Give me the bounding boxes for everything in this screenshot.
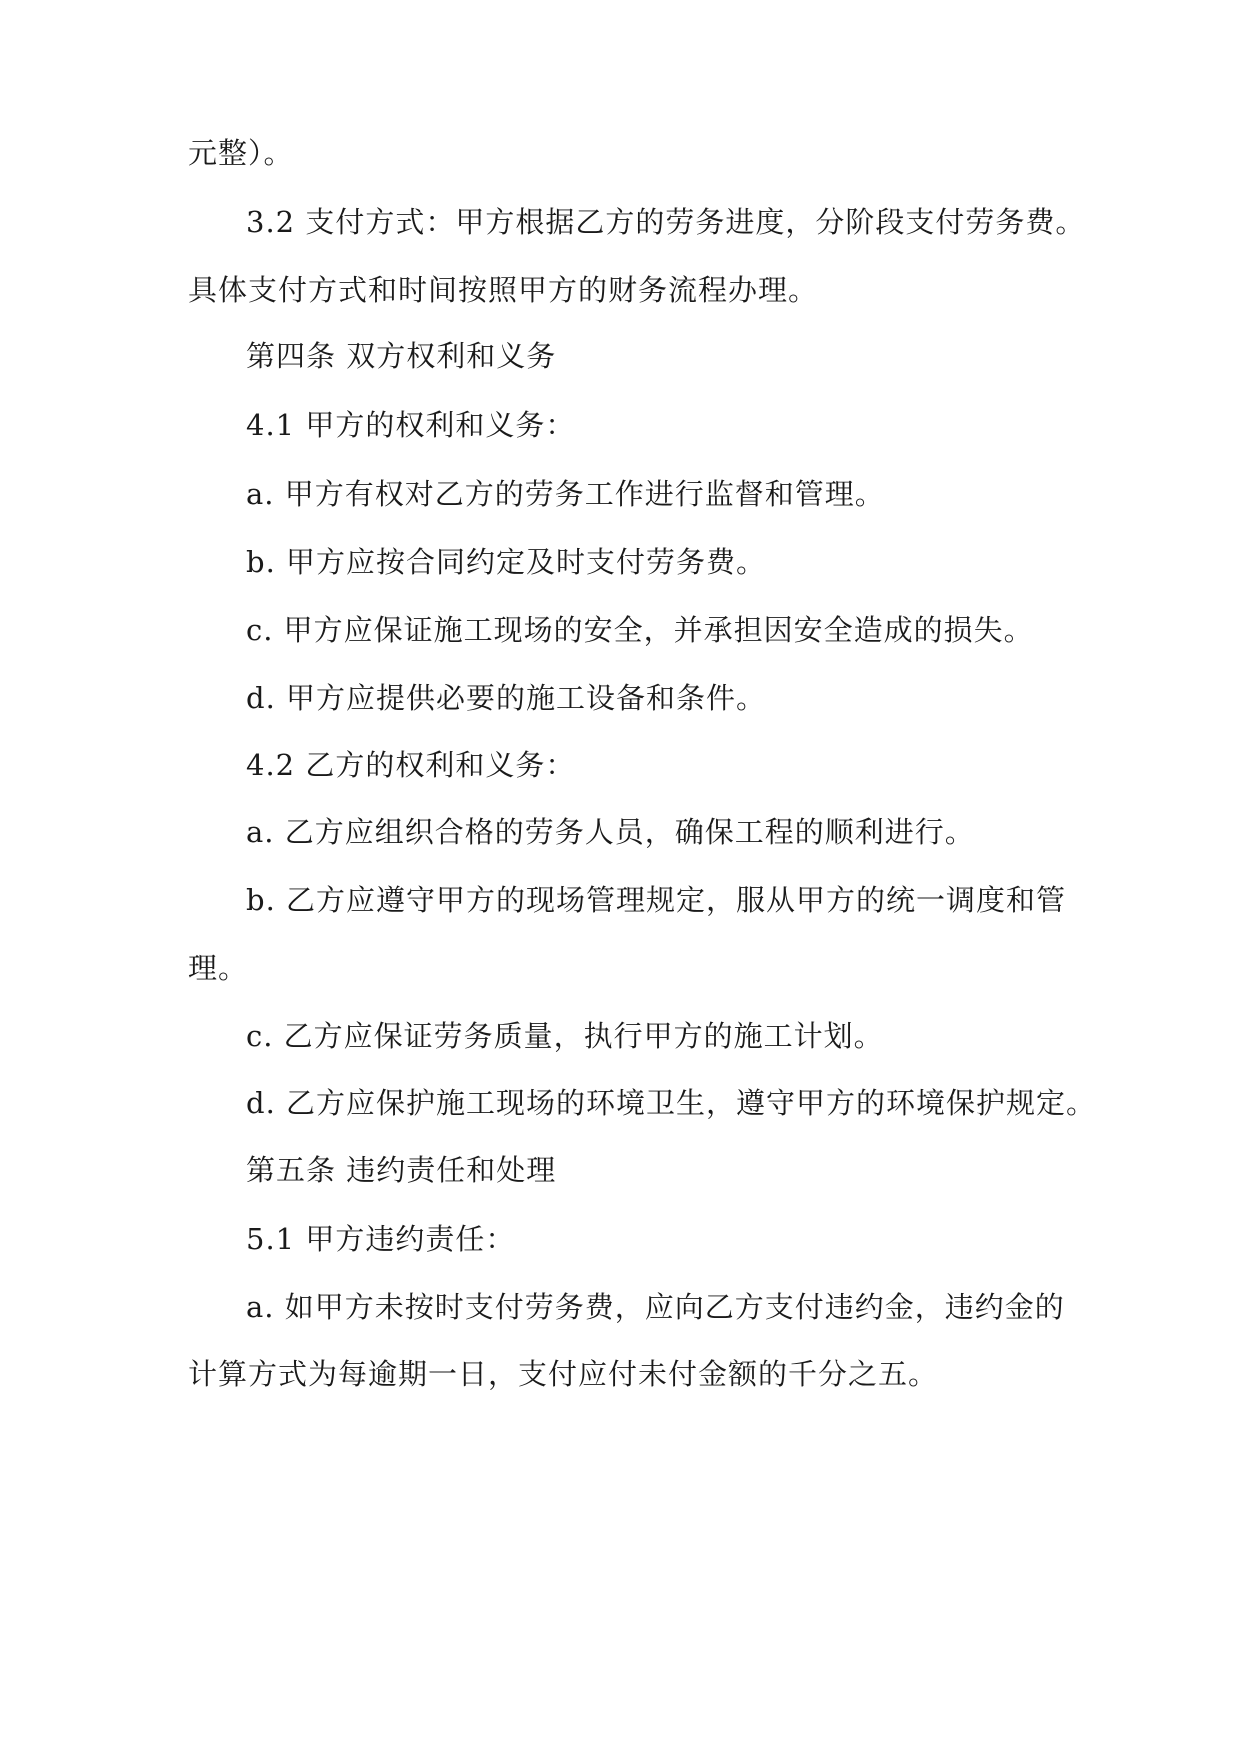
text-line: 具体支付方式和时间按照甲方的财务流程办理。 [188, 273, 819, 307]
subsection-heading: 4.2 乙方的权利和义务： [246, 748, 576, 782]
list-item: a. 甲方有权对乙方的劳务工作进行监督和管理。 [246, 477, 885, 511]
list-item: c. 乙方应保证劳务质量，执行甲方的施工计划。 [246, 1019, 884, 1053]
section-heading: 第四条 双方权利和义务 [246, 339, 557, 373]
text-line: 3.2 支付方式：甲方根据乙方的劳务进度，分阶段支付劳务费。 [246, 205, 1086, 239]
list-item: a. 乙方应组织合格的劳务人员，确保工程的顺利进行。 [246, 815, 975, 849]
list-item: d. 甲方应提供必要的施工设备和条件。 [246, 681, 767, 715]
text-line: 理。 [188, 951, 249, 985]
list-item: b. 乙方应遵守甲方的现场管理规定，服从甲方的统一调度和管 [246, 883, 1067, 917]
subsection-heading: 5.1 甲方违约责任： [246, 1222, 516, 1256]
subsection-heading: 4.1 甲方的权利和义务： [246, 408, 576, 442]
list-item: c. 甲方应保证施工现场的安全，并承担因安全造成的损失。 [246, 613, 1034, 647]
list-item: d. 乙方应保护施工现场的环境卫生，遵守甲方的环境保护规定。 [246, 1086, 1097, 1120]
list-item: a. 如甲方未按时支付劳务费，应向乙方支付违约金，违约金的 [246, 1290, 1065, 1324]
text-line: 计算方式为每逾期一日，支付应付未付金额的千分之五。 [188, 1357, 939, 1391]
section-heading: 第五条 违约责任和处理 [246, 1153, 557, 1187]
list-item: b. 甲方应按合同约定及时支付劳务费。 [246, 545, 767, 579]
text-line: 元整）。 [188, 136, 294, 170]
